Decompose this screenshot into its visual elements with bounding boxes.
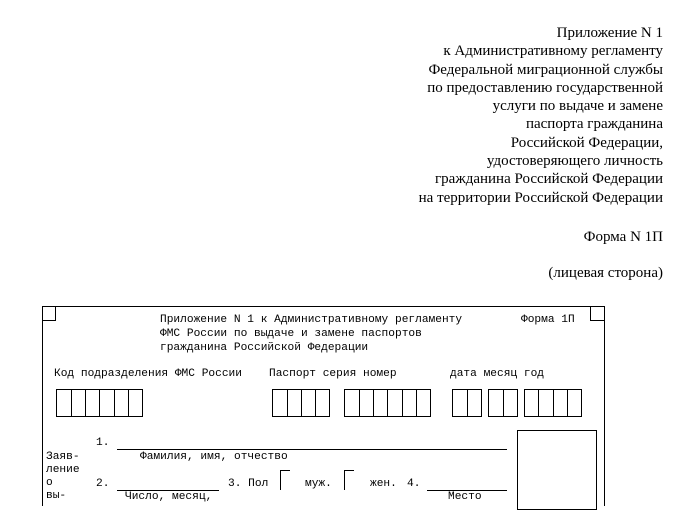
male-label: муж. [305,478,332,490]
corner-mark-right [590,306,604,321]
corner-mark-left [42,306,56,321]
sex-label: 3. Пол [228,478,269,490]
form-appendix-line: гражданина Российской Федерации [160,342,369,354]
field2-number: 2. [96,478,110,490]
day-cell[interactable] [452,389,467,417]
header-line: по предоставлению государственной [427,79,663,96]
side-caption-line: вы- [46,490,67,502]
female-checkbox[interactable] [344,470,354,490]
unit-code-label: Код подразделения ФМС России [54,368,242,380]
field2-caption: Число, месяц, [125,491,213,503]
passport-series-cell[interactable] [315,389,330,417]
unit-code-cell[interactable] [56,389,71,417]
frame-right-line [604,306,605,506]
header-line: Федеральной миграционной службы [428,61,663,78]
header-line: к Административному регламенту [443,43,663,60]
unit-code-cell[interactable] [85,389,99,417]
header-line: на территории Российской Федерации [418,189,663,206]
passport-number-cell[interactable] [344,389,359,417]
passport-number-cell[interactable] [416,389,431,417]
field1-caption: Фамилия, имя, отчество [140,451,288,463]
side-caption-line: Заяв- [46,451,80,463]
male-checkbox[interactable] [280,470,290,490]
passport-number-cell[interactable] [387,389,402,417]
month-cell[interactable] [503,389,518,417]
header-line: Российской Федерации, [510,134,663,151]
frame-left-line [42,306,43,506]
field4-caption: Место [448,491,482,503]
date-label: дата месяц год [450,368,544,380]
appendix-header [263,24,663,207]
form-code: Форма 1П [521,314,575,326]
side-label: (лицевая сторона) [548,265,663,281]
year-cell[interactable] [538,389,553,417]
passport-number-cell[interactable] [402,389,416,417]
side-caption-line: о [46,477,53,489]
unit-code-cell[interactable] [99,389,114,417]
field4-number: 4. [407,478,421,490]
form-appendix-line: Приложение N 1 к Административному регламенту [160,314,463,326]
unit-code-cell[interactable] [71,389,85,417]
header-line: паспорта гражданина [525,116,663,133]
passport-label: Паспорт серия номер [269,368,397,380]
field1-number: 1. [96,437,110,449]
year-cell[interactable] [524,389,538,417]
full-name-input[interactable] [117,449,507,450]
header-line: Приложение N 1 [556,25,663,41]
year-cell[interactable] [567,389,582,417]
form-label: Форма N 1П [583,229,663,245]
frame-top-line [42,306,604,307]
side-caption-line: ление [46,464,80,476]
passport-series-cell[interactable] [301,389,315,417]
header-line: удостоверяющего личность [486,153,663,170]
female-label: жен. [370,478,397,490]
passport-number-cell[interactable] [359,389,373,417]
photo-box [517,430,597,510]
form-appendix-line: ФМС России по выдаче и замене паспортов [160,328,422,340]
passport-number-cell[interactable] [373,389,387,417]
unit-code-cell[interactable] [114,389,128,417]
header-line: услуги по выдаче и замене [492,98,663,115]
passport-series-cell[interactable] [287,389,301,417]
header-line: гражданина Российской Федерации [435,171,663,188]
passport-series-cell[interactable] [272,389,287,417]
month-cell[interactable] [488,389,503,417]
day-cell[interactable] [467,389,482,417]
year-cell[interactable] [553,389,567,417]
unit-code-cell[interactable] [128,389,143,417]
